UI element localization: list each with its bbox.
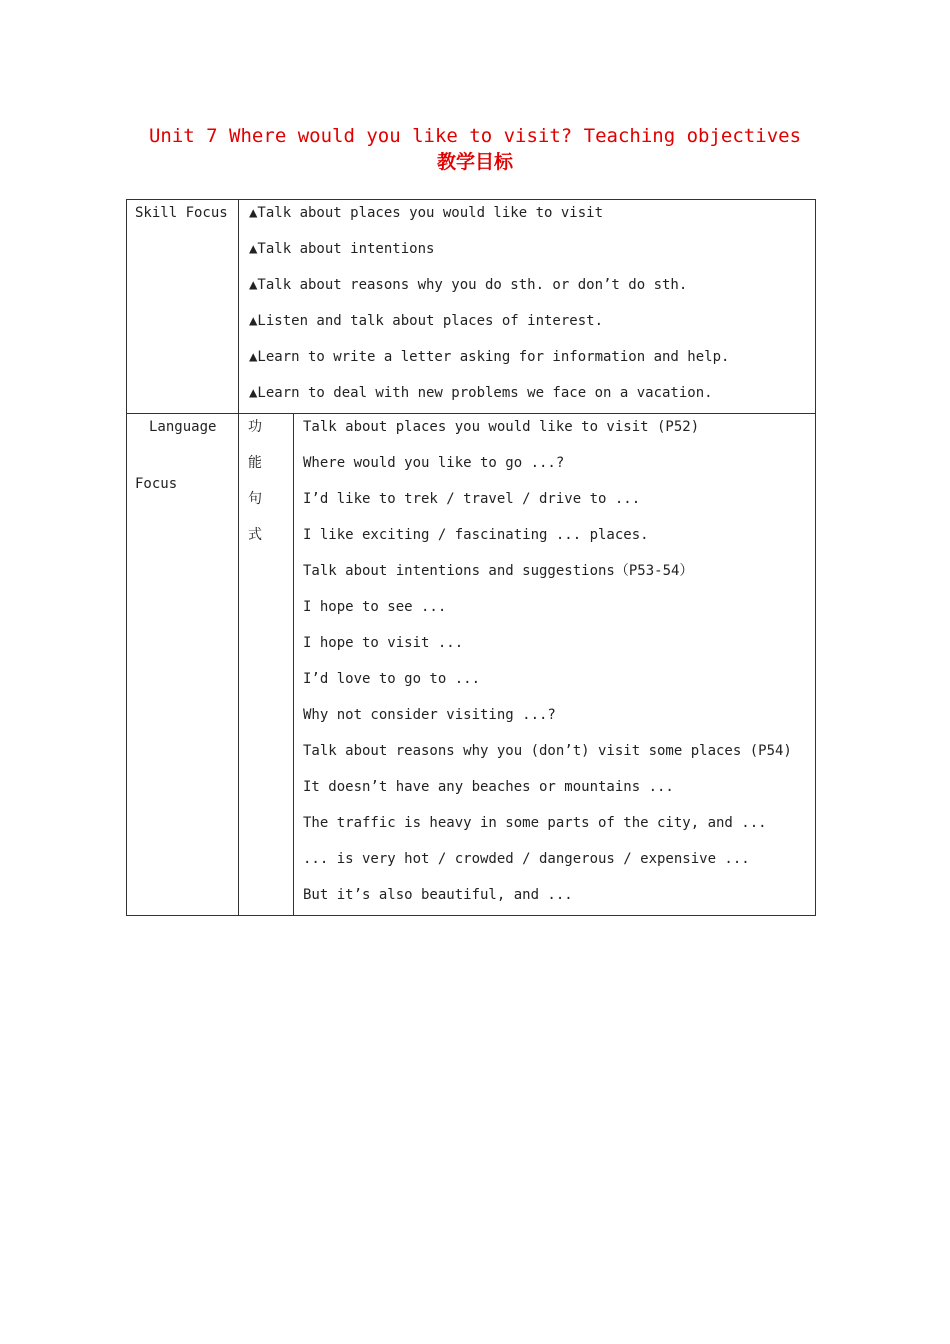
function-char: 句 [248,491,262,507]
skill-focus-row [127,200,816,414]
language-item: Talk about places you would like to visit (P52) [303,419,700,435]
function-char: 式 [248,527,262,543]
language-focus-content-cell [294,414,816,916]
skill-focus-label-cell [127,200,239,414]
document-title [0,123,950,175]
language-item: It doesn’t have any beaches or mountains ... [303,779,674,795]
language-item: Why not consider visiting ...? [303,707,556,723]
language-focus-list [294,414,815,915]
language-item: Where would you like to go ...? [303,455,565,471]
language-item: I’d love to go to ... [303,671,481,687]
language-focus-label [127,414,238,818]
function-sentences-cell [239,414,294,916]
objectives-table [126,199,816,916]
language-label-line1: Language [149,419,217,435]
language-item: I hope to see ... [303,599,447,615]
language-item: Talk about intentions and suggestions（P53-54） [303,563,694,579]
skill-item: ▲Talk about reasons why you do sth. or don’t do sth. [249,277,688,293]
language-item: I like exciting / fascinating ... places. [303,527,649,543]
language-item: I’d like to trek / travel / drive to ... [303,491,641,507]
language-label-line2: Focus [135,476,178,492]
skill-item: ▲Learn to deal with new problems we face on a vacation. [249,385,713,401]
language-focus-row [127,414,816,916]
function-char: 能 [248,455,262,471]
language-item: ... is very hot / crowded / dangerous / expensive ... [303,851,750,867]
skill-item: ▲Talk about intentions [249,241,435,257]
skill-focus-content-cell [239,200,816,414]
function-sentences-label [239,414,293,562]
title-chinese: 教学目标 [436,151,513,173]
language-item: I hope to visit ... [303,635,464,651]
skill-item: ▲Listen and talk about places of interest. [249,313,604,329]
language-item: Talk about reasons why you (don’t) visit some places (P54) [303,743,792,759]
skill-focus-list [239,200,815,413]
skill-focus-label: Skill Focus [135,205,228,221]
language-focus-label-cell [127,414,239,916]
skill-item: ▲Talk about places you would like to visit [249,205,604,221]
language-item: But it’s also beautiful, and ... [303,887,573,903]
title-english: Unit 7 Where would you like to visit? Teaching objectives [148,125,802,147]
language-item: The traffic is heavy in some parts of the city, and ... [303,815,767,831]
function-char: 功 [248,419,262,435]
skill-item: ▲Learn to write a letter asking for information and help. [249,349,730,365]
